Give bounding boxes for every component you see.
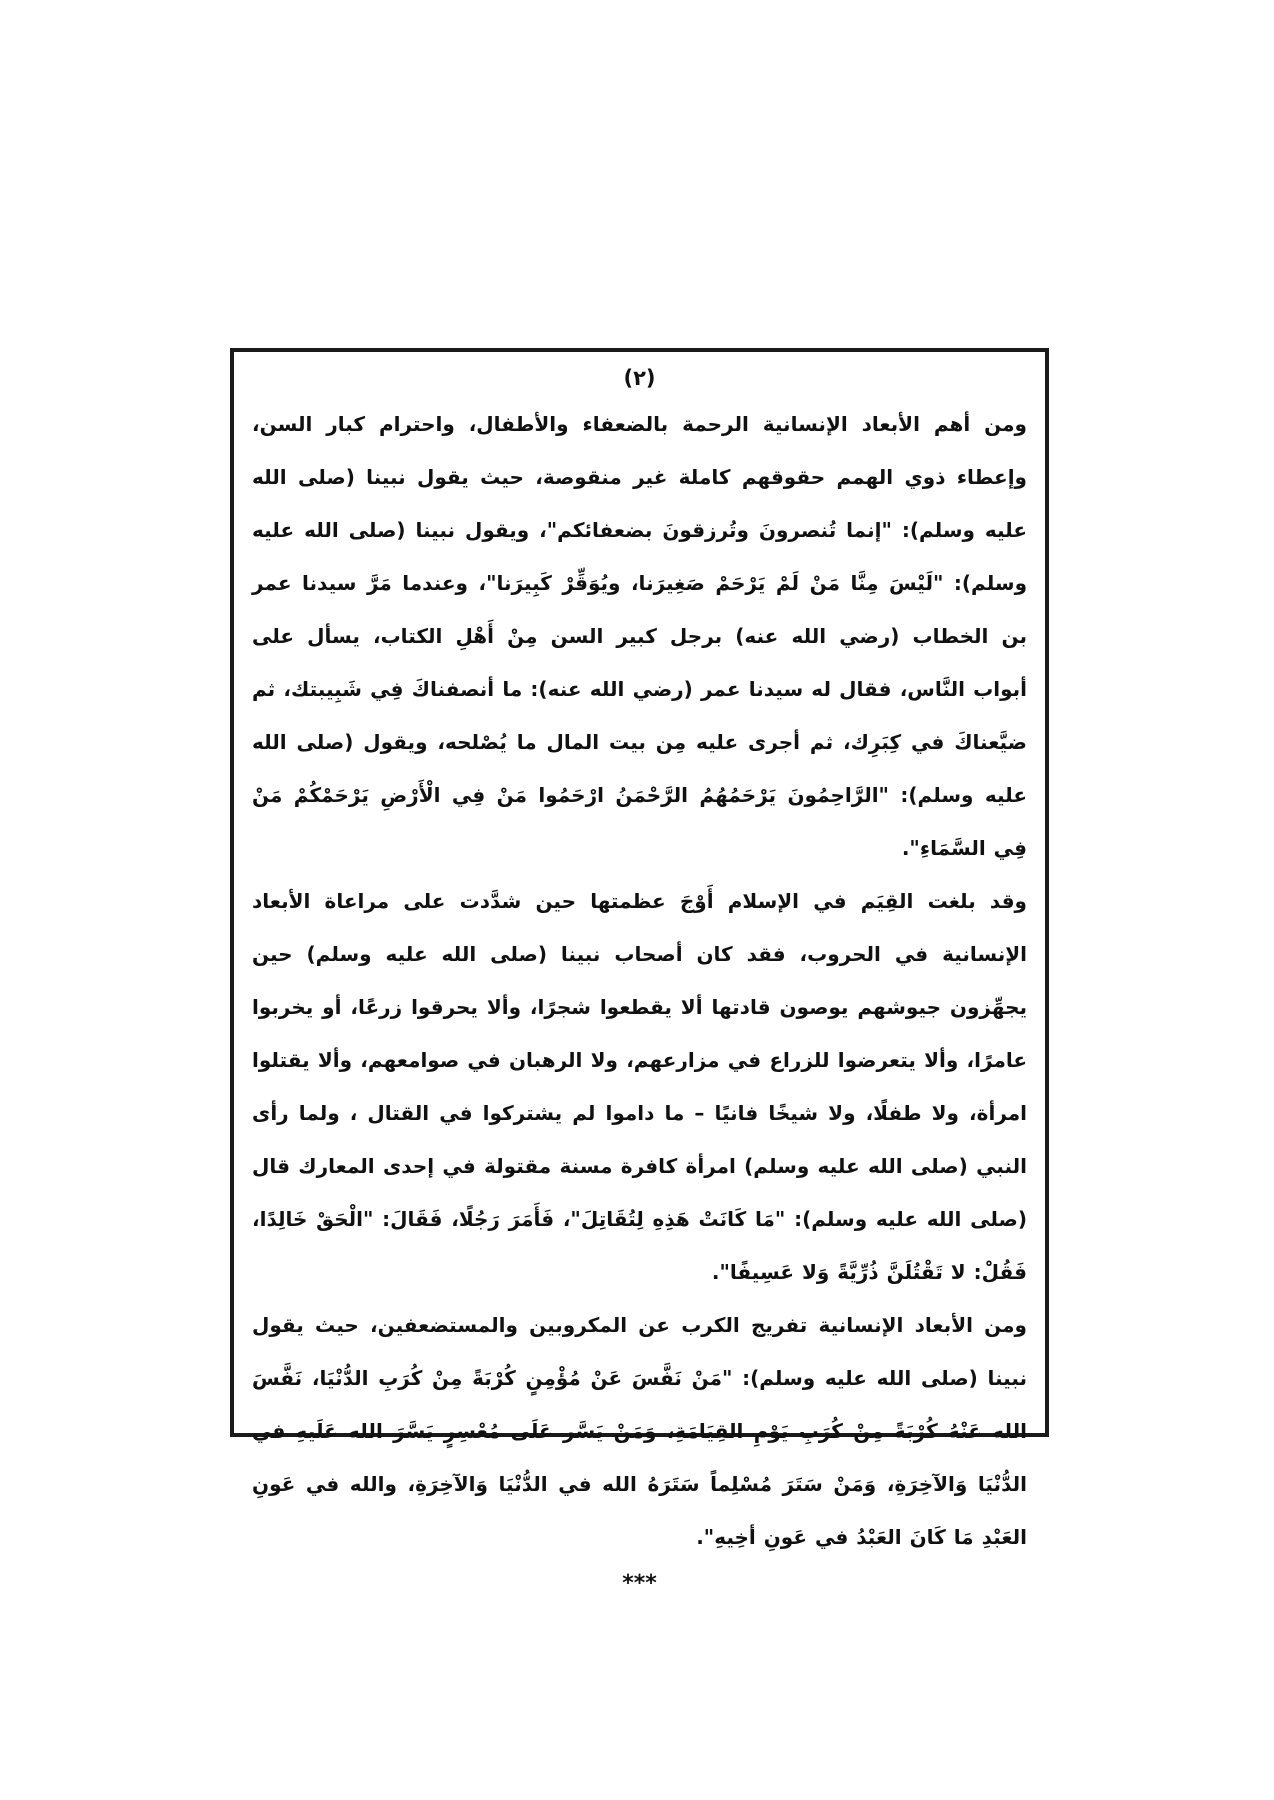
- paragraph-relieving-distress: ومن الأبعاد الإنسانية تفريج الكرب عن المكروبين والمستضعفين، حيث يقول نبينا (صلى الله عليه وسلم): "مَنْ نَفَّسَ عَنْ مُؤْمِنٍ كُرْبَةً مِنْ كُرَبِ الدُّنْيَا، نَفَّسَ الله عَنْهُ كُرْبَةً مِنْ كُرَبِ يَوْمِ القِيَامَةِ، وَمَنْ يَسَّر عَلَى مُعْسِرٍ يَسَّرَ الله عَلَيهِ في الدُّنْيَا وَالآخِرَةِ، وَمَنْ سَتَرَ مُسْلِماً سَتَرَهُ الله في الدُّنْيَا وَالآخِرَةِ، والله في عَونِ العَبْدِ مَا كَانَ العَبْدُ في عَونِ أخِيهِ".: [252, 1313, 1027, 1549]
- page-border-frame: [230, 348, 1049, 1596]
- document-body: [252, 364, 1027, 1598]
- page-number: (٢): [623, 366, 656, 390]
- paragraph-mercy-weak-elderly: ومن أهم الأبعاد الإنسانية الرحمة بالضعفاء والأطفال، واحترام كبار السن، وإعطاء ذوي الهمم حقوقهم كاملة غير منقوصة، حيث يقول نبينا (صلى الله عليه وسلم): "إنما تُنصرونَ وتُرزقونَ بضعفائكم"، ويقول نبينا (صلى الله عليه وسلم): "لَيْسَ مِنَّا مَنْ لَمْ يَرْحَمْ صَغِيرَنا، ويُوَقِّرْ كَبِيرَنا"، وعندما مَرَّ سيدنا عمر بن الخطاب (رضي الله عنه) برجل كبير السن مِنْ أَهْلِ الكتاب، يسأل على أبواب النَّاس، فقال له سيدنا عمر (رضي الله عنه): ما أنصفناكَ فِي شَبِيبتك، ثم ضيَّعناكَ في كِبَرِك، ثم أجرى عليه مِن بيت المال ما يُصْلحه، ويقول (صلى الله عليه وسلم): "الرَّاحِمُونَ يَرْحَمُهُمُ الرَّحْمَنُ ارْحَمُوا مَنْ فِي الْأَرْضِ يَرْحَمْكُمْ مَنْ فِي السَّمَاءِ".: [252, 412, 1027, 860]
- paragraph-ethics-of-war: وقد بلغت القِيَم في الإسلام أَوْجَ عظمتها حين شدَّدت على مراعاة الأبعاد الإنسانية في الحروب، فقد كان أصحاب نبينا (صلى الله عليه وسلم) حين يجهِّزون جيوشهم يوصون قادتها ألا يقطعوا شجرًا، وألا يحرقوا زرعًا، أو يخربوا عامرًا، وألا يتعرضوا للزراع في مزارعهم، ولا الرهبان في صوامعهم، وألا يقتلوا امرأة، ولا طفلًا، ولا شيخًا فانيًا – ما داموا لم يشتركوا في القتال ، ولما رأى النبي (صلى الله عليه وسلم) امرأة كافرة مسنة مقتولة في إحدى المعارك قال (صلى الله عليه وسلم): "مَا كَانَتْ هَذِهِ لِتُقَاتِلَ"، فَأَمَرَ رَجُلًا، فَقَالَ: "الْحَقْ خَالِدًا، فَقُلْ: لا تَقْتُلَنَّ ذُرِّيَّةً وَلا عَسِيفًا".: [252, 889, 1027, 1284]
- section-separator: ***: [622, 1571, 657, 1596]
